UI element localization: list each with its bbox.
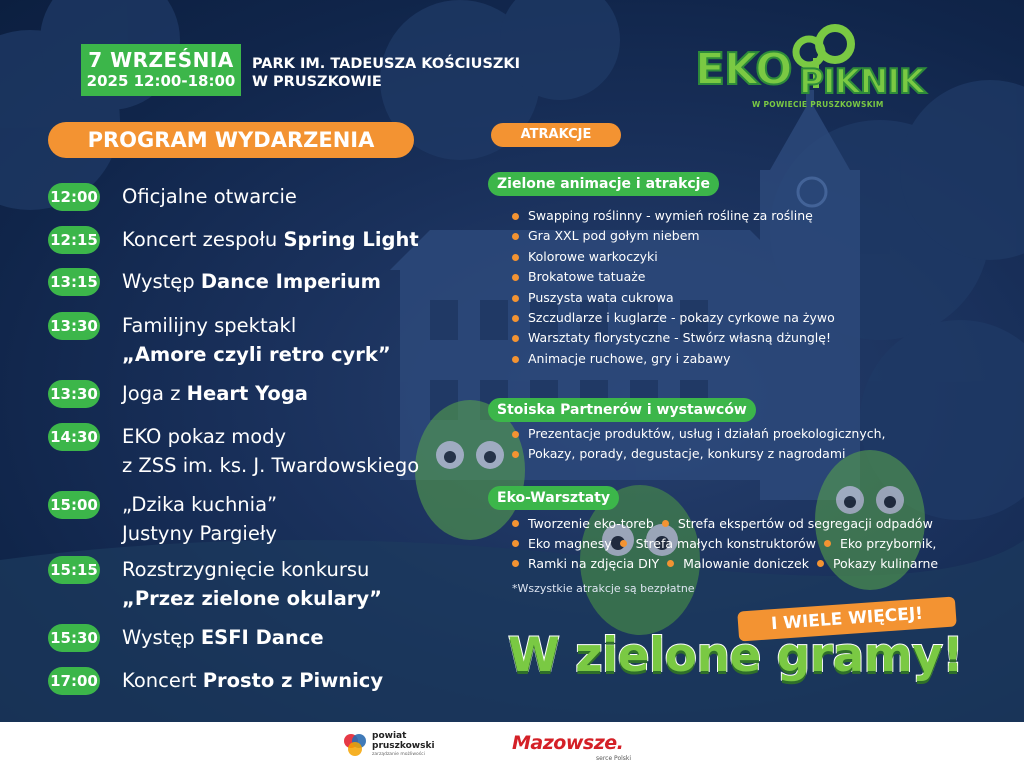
logo-eko: EKO [695, 44, 792, 95]
event-title: Joga z Heart Yoga [122, 382, 308, 405]
time-badge: 15:30 [48, 624, 100, 652]
workshops-row [512, 514, 941, 534]
list-item: Ramki na zdjęcia DIY [512, 554, 659, 574]
list-item: Strefa ekspertów od segregacji odpadów [662, 514, 933, 534]
event-title: Koncert zespołu Spring Light [122, 228, 419, 251]
event-date: 7 WRZEŚNIA [88, 48, 234, 72]
list-item: Brokatowe tatuaże [512, 267, 835, 287]
list-item: Swapping roślinny - wymień roślinę za roślinę [512, 206, 835, 226]
list-item: Gra XXL pod gołym niebem [512, 226, 835, 246]
list-item: Eko magnesy [512, 534, 612, 554]
time-badge: 15:15 [48, 556, 100, 584]
event-title: Oficjalne otwarcie [122, 185, 297, 208]
footer-sponsors [0, 722, 1024, 768]
list-item: Kolorowe warkoczyki [512, 247, 835, 267]
venue [252, 55, 520, 91]
mazowsze-logo: Mazowsze. [512, 732, 624, 754]
list-item: Warsztaty florystyczne - Stwórz własną dżunglę! [512, 328, 835, 348]
program-title: PROGRAM WYDARZENIA [48, 122, 414, 158]
powiat-logo-text: powiat pruszkowski [372, 731, 435, 751]
section-eco-workshops: Eko-Warsztaty [488, 486, 619, 510]
venue-line1: PARK IM. TADEUSZA KOŚCIUSZKI [252, 56, 521, 72]
time-badge: 12:00 [48, 183, 100, 211]
time-badge: 13:15 [48, 268, 100, 296]
time-badge: 12:15 [48, 226, 100, 254]
event-subtitle: „Amore czyli retro cyrk” [122, 343, 391, 366]
list-item: Animacje ruchowe, gry i zabawy [512, 349, 835, 369]
event-title: Koncert Prosto z Piwnicy [122, 669, 384, 692]
time-badge: 13:30 [48, 312, 100, 340]
free-note: *Wszystkie atrakcje są bezpłatne [512, 582, 695, 595]
logo-subtitle: W POWIECIE PRUSZKOWSKIM [752, 100, 884, 109]
event-title: Występ Dance Imperium [122, 270, 381, 293]
list-item: Eko przybornik, [824, 534, 936, 554]
list-item: Puszysta wata cukrowa [512, 288, 835, 308]
mazowsze-tagline: serce Polski [596, 755, 632, 762]
and-more-badge: I WIELE WIĘCEJ! [737, 596, 957, 641]
time-badge: 17:00 [48, 667, 100, 695]
powiat-logo-tag: zarządzanie możliwości [372, 752, 425, 757]
list-item: Prezentacje produktów, usług i działań proekologicznych, [512, 424, 886, 444]
time-badge: 13:30 [48, 380, 100, 408]
list-item: Tworzenie eko-toreb [512, 514, 654, 534]
powiat-logo-icon [342, 732, 368, 758]
event-subtitle: z ZSS im. ks. J. Twardowskiego [122, 454, 420, 477]
section-partners: Stoiska Partnerów i wystawców [488, 398, 756, 422]
event-year-hours: 2025 12:00-18:00 [86, 72, 236, 90]
list-item: Pokazy, porady, degustacje, konkursy z nagrodami [512, 444, 886, 464]
time-badge: 14:30 [48, 423, 100, 451]
attractions-title: ATRAKCJE [491, 123, 621, 147]
list-item: Pokazy kulinarne [817, 554, 938, 574]
event-title: Występ ESFI Dance [122, 626, 324, 649]
event-title: Rozstrzygnięcie konkursu [122, 558, 370, 581]
list-item: Strefa małych konstruktorów [620, 534, 816, 554]
event-title: EKO pokaz mody [122, 425, 287, 448]
partners-list [512, 424, 886, 465]
event-subtitle: „Przez zielone okulary” [122, 587, 382, 610]
event-title: Familijny spektakl [122, 314, 297, 337]
event-subtitle: Justyny Pargieły [122, 522, 277, 545]
green-animations-list [512, 206, 835, 369]
section-green-animations: Zielone animacje i atrakcje [488, 172, 719, 196]
ekopiknik-logo [695, 22, 935, 114]
list-item: Malowanie doniczek [667, 554, 809, 574]
event-title: „Dzika kuchnia” [122, 493, 278, 516]
time-badge: 15:00 [48, 491, 100, 519]
venue-line2: W PRUSZKOWIE [252, 74, 382, 90]
list-item: Szczudlarze i kuglarze - pokazy cyrkowe na żywo [512, 308, 835, 328]
workshops-row [512, 554, 946, 574]
date-box [81, 44, 241, 96]
logo-piknik: PIKNIK [799, 62, 925, 102]
slogan: W zielone gramy! [508, 628, 964, 683]
workshops-row [512, 534, 944, 554]
